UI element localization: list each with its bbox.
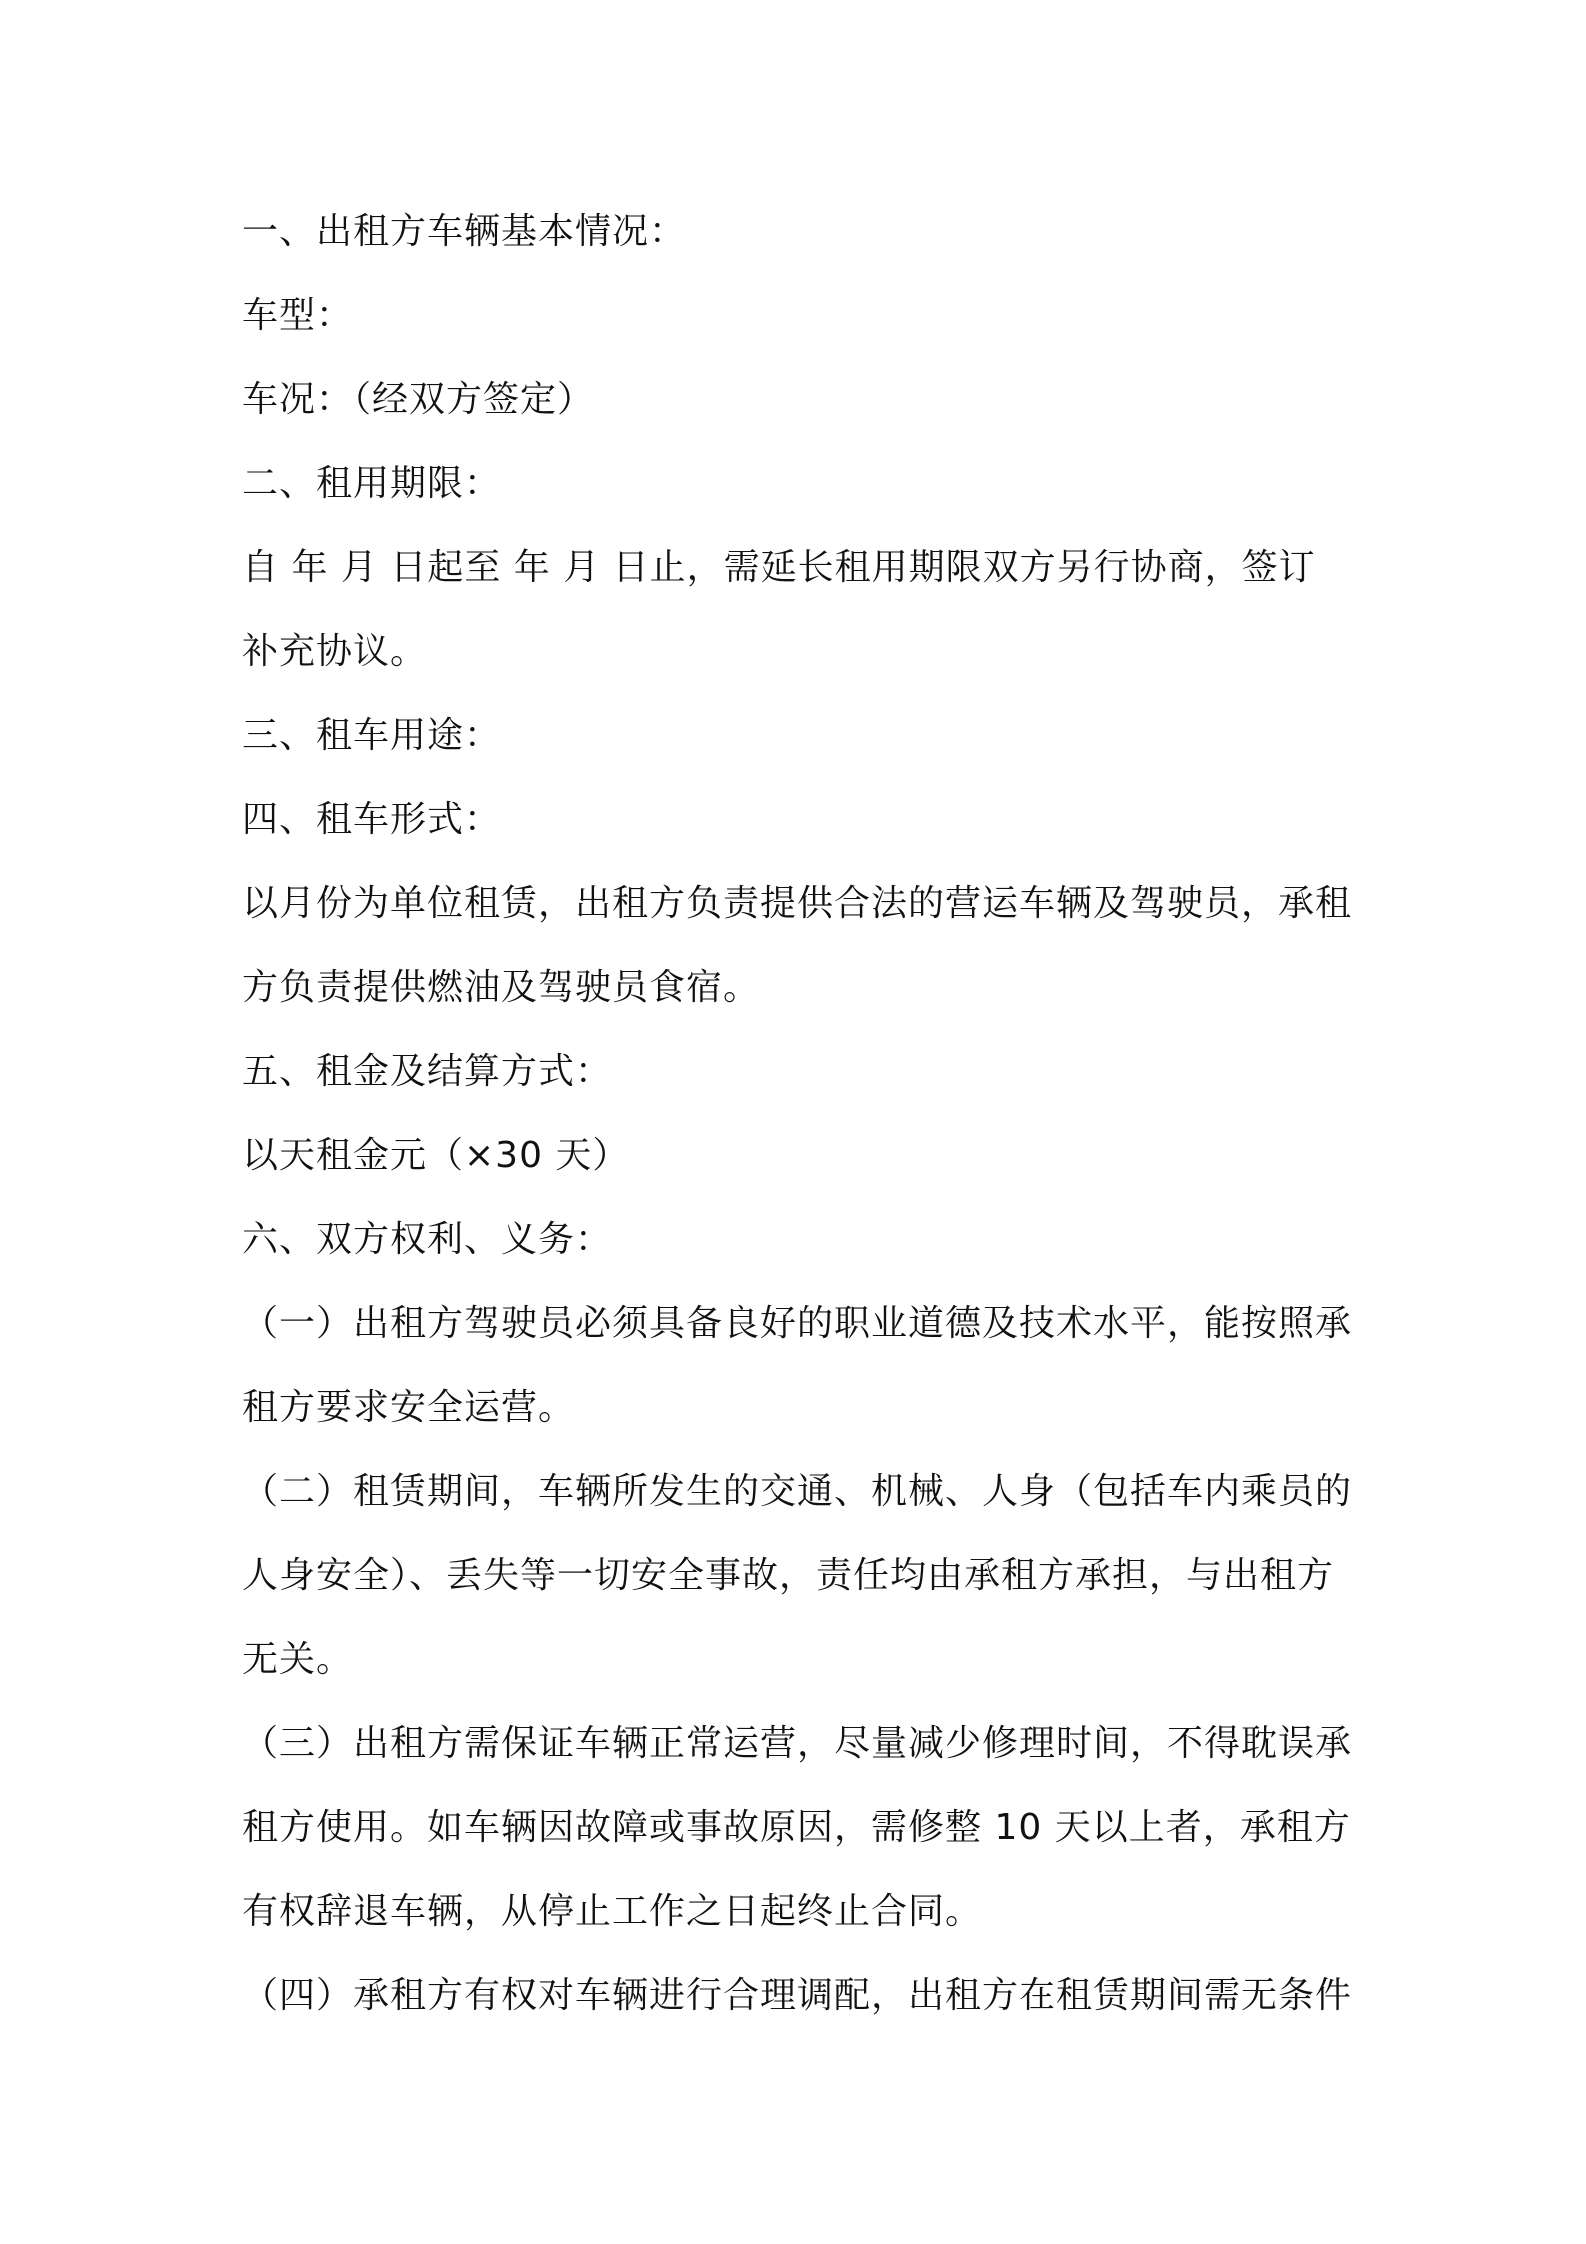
section-heading-rental-form: 四、租车形式： bbox=[242, 799, 502, 840]
field-vehicle-model: 车型： bbox=[242, 295, 354, 336]
paragraph-line: （一）出租方驾驶员必须具备良好的职业道德及技术水平，能按照承 bbox=[242, 1303, 1353, 1344]
paragraph-line: 有权辞退车辆，从停止工作之日起终止合同。 bbox=[242, 1891, 983, 1932]
paragraph-line: （二）租赁期间，车辆所发生的交通、机械、人身（包括车内乘员的 bbox=[242, 1471, 1353, 1512]
paragraph-line: （三）出租方需保证车辆正常运营，尽量减少修理时间，不得耽误承 bbox=[242, 1723, 1353, 1764]
paragraph-line: 补充协议。 bbox=[242, 631, 428, 672]
field-vehicle-condition: 车况：（经双方签定） bbox=[242, 379, 595, 420]
document-body bbox=[242, 190, 1352, 2038]
paragraph-line: （四）承租方有权对车辆进行合理调配，出租方在租赁期间需无条件 bbox=[242, 1975, 1353, 2016]
paragraph-line: 以月份为单位租赁，出租方负责提供合法的营运车辆及驾驶员，承租 bbox=[242, 883, 1353, 924]
paragraph-line: 自 年 月 日起至 年 月 日止，需延长租用期限双方另行协商，签订 bbox=[242, 547, 1316, 588]
paragraph-line: 租方要求安全运营。 bbox=[242, 1387, 576, 1428]
paragraph-line: 方负责提供燃油及驾驶员食宿。 bbox=[242, 967, 761, 1008]
paragraph-line: 人身安全）、丢失等一切安全事故，责任均由承租方承担，与出租方 bbox=[242, 1555, 1335, 1596]
section-heading-rental-purpose: 三、租车用途： bbox=[242, 715, 502, 756]
paragraph-line: 以天租金元（×30 天） bbox=[242, 1135, 630, 1176]
section-heading-vehicle-info: 一、出租方车辆基本情况： bbox=[242, 211, 687, 252]
paragraph-line: 无关。 bbox=[242, 1639, 354, 1680]
paragraph-line: 租方使用。如车辆因故障或事故原因，需修整 10 天以上者，承租方 bbox=[242, 1807, 1351, 1848]
section-heading-rent-settlement: 五、租金及结算方式： bbox=[242, 1051, 613, 1092]
section-heading-rental-period: 二、租用期限： bbox=[242, 463, 502, 504]
section-heading-rights-obligations: 六、双方权利、义务： bbox=[242, 1219, 613, 1260]
